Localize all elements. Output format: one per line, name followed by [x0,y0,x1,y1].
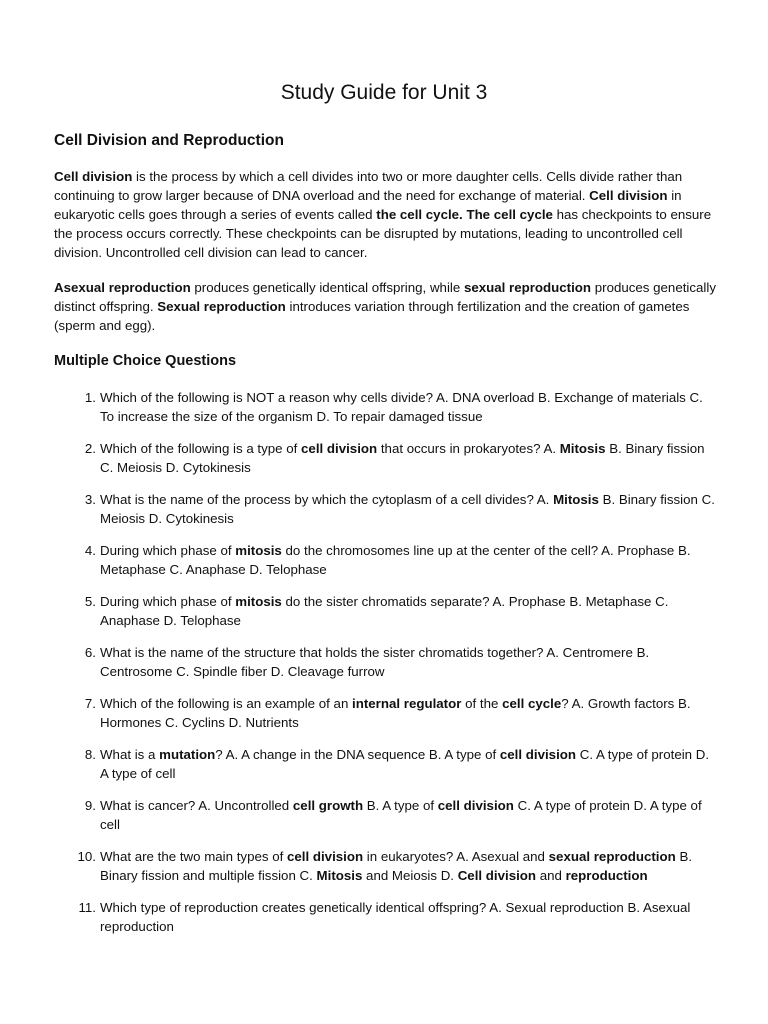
bold-term: Asexual reproduction [54,280,191,295]
question-number: 10. [77,849,96,864]
text-run: What are the two main types of [100,849,287,864]
text-run: C. A type of protein D. A type of cell [100,798,702,832]
question-number: 11. [78,900,96,915]
page-title: Study Guide for Unit 3 [280,81,488,104]
question-number: 2. [84,441,96,456]
text-run: What is cancer? A. Uncontrolled [100,798,293,813]
bold-term: Mitosis [559,441,606,456]
question-item [0,796,720,834]
question-item [0,745,720,783]
text-run: do the chromosomes line up at the center of the cell? A. Prophase B. Metaphase C. Anaphase D. Telophase [100,543,691,577]
text-run: During which phase of [100,543,236,558]
text-run: and [536,868,566,883]
text-run: of the [461,696,503,711]
bold-term: mitosis [235,543,282,558]
bold-term: mutation [159,747,216,762]
question-text [100,849,692,883]
bold-term: cell division [437,798,514,813]
question-text [100,492,715,526]
bold-term: Sexual reproduction [157,299,286,314]
question-text [100,696,691,730]
question-number: 3. [84,492,96,507]
text-run: in eukaryotic cells goes through a series of events called [54,188,682,222]
section-heading: Cell Division and Reproduction [54,132,284,149]
text-run: that occurs in prokaryotes? A. [377,441,560,456]
bold-term: Mitosis [316,868,363,883]
mcq-heading: Multiple Choice Questions [54,353,237,369]
question-item [0,439,720,477]
reproduction-paragraph [54,278,719,335]
text-run: B. Binary fission C. Meiosis D. Cytokinesis [100,441,705,475]
bold-term: cell division [499,747,577,762]
question-text [100,798,702,832]
text-run: Which type of reproduction creates genetically identical offspring? A. Sexual reproduction B. Asexual reproduction [100,900,691,934]
question-text [100,441,705,475]
question-item [0,541,720,579]
bold-term: cell cycle [502,696,562,711]
text-run: B. Binary fission and multiple fission C. [100,849,693,883]
text-run: introduces variation through fertilization and the creation of gametes (sperm and egg). [54,299,690,333]
intro-paragraph [54,167,719,262]
text-run: Which of the following is NOT a reason why cells divide? A. DNA overload B. Exchange of materials C. To increase the size of the organism D. To repair damaged tissue [100,390,703,424]
text-run: and Meiosis D. [362,868,458,883]
question-text [100,645,649,679]
question-item [0,592,720,630]
question-item [0,643,720,681]
text-run: produces genetically identical offspring, while [190,280,464,295]
text-run: in eukaryotes? A. Asexual and [363,849,549,864]
question-item [0,388,720,426]
question-text [100,543,691,577]
text-run: B. Binary fission C. Meiosis D. Cytokinesis [100,492,715,526]
question-text [100,900,690,934]
text-run: do the sister chromatids separate? A. Prophase B. Metaphase C. Anaphase D. Telophase [100,594,669,628]
question-item [0,898,720,936]
bold-term: cell growth [292,798,364,813]
question-number: 6. [84,645,96,660]
bold-term: Mitosis [553,492,599,507]
text-run: is the process by which a cell divides into two or more daughter cells. Cells divide rather than continuing to grow larger because of DNA overload and the need for exchange of material. [54,169,683,203]
bold-term: mitosis [235,594,282,609]
text-run: What is the name of the structure that holds the sister chromatids together? A. Centromere B. Centrosome C. Spindle fiber D. Cleavage furrow [100,645,650,679]
question-number: 8. [84,747,96,762]
question-item [0,694,720,732]
text-run: What is the name of the process by which the cytoplasm of a cell divides? A. [100,492,554,507]
text-run: What is a [100,747,160,762]
bold-term: cell division [301,441,378,456]
text-run: B. A type of [363,798,438,813]
question-text [100,390,703,424]
text-run: produces genetically distinct offspring. [54,280,716,314]
bold-term: sexual reproduction [463,280,592,295]
text-run: Which of the following is an example of an [100,696,353,711]
bold-term: cell division [286,849,364,864]
question-number: 5. [84,594,96,609]
text-run: C. A type of protein D. A type of cell [100,747,710,781]
question-item [0,490,720,528]
text-run: ? A. Growth factors B. Hormones C. Cyclins D. Nutrients [100,696,691,730]
bold-term: reproduction [565,868,648,883]
bold-term: the cell cycle. The cell cycle [376,207,553,222]
text-run: During which phase of [100,594,236,609]
question-number: 9. [84,798,96,813]
question-list [0,388,768,936]
question-item [0,847,720,885]
text-run: ? A. A change in the DNA sequence B. A type of [215,747,500,762]
question-number: 7. [84,696,96,711]
bold-term: Cell division [457,868,537,883]
bold-term: sexual reproduction [548,849,676,864]
text-run: Which of the following is a type of [100,441,302,456]
question-text [100,594,668,628]
question-number: 4. [84,543,96,558]
text-run: has checkpoints to ensure the process occurs correctly. These checkpoints can be disrupted by mutations, leading to uncontrolled cell division. Uncontrolled cell division can lead to cancer. [54,207,712,260]
bold-term: Cell division [54,169,133,184]
question-number: 1. [84,390,96,405]
question-text [100,747,709,781]
bold-term: internal regulator [352,696,462,711]
bold-term: Cell division [589,188,668,203]
